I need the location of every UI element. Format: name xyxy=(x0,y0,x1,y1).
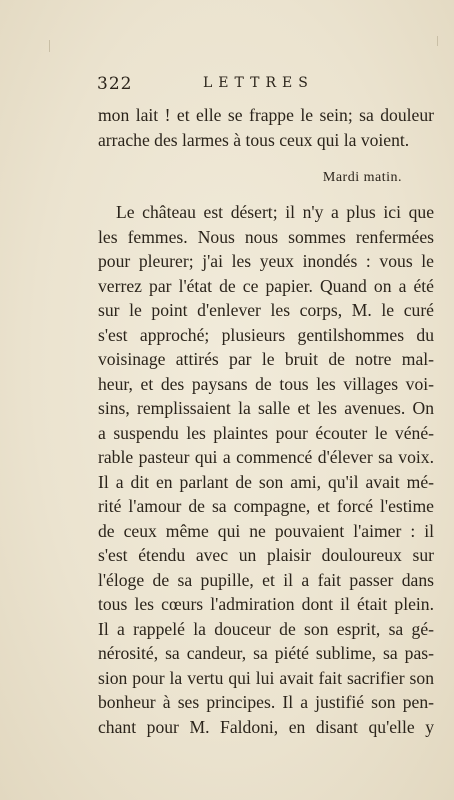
text-line: rité l'amour de sa compagne, et forcé l'estime xyxy=(98,496,434,516)
text-line: nérosité, sa candeur, sa piété sublime, sa pas- xyxy=(98,643,434,663)
text-line: pour pleurer; j'ai les yeux inondés : vous le xyxy=(98,251,434,271)
text-line: chant pour M. Faldoni, en disant qu'elle y xyxy=(98,716,434,737)
paper-speck xyxy=(49,40,50,52)
running-head: LETTRES xyxy=(203,75,314,91)
text-line: Il a rappelé la douceur de son esprit, sa gé- xyxy=(98,618,434,639)
text-line: a suspendu les plaintes pour écouter le véné- xyxy=(98,422,434,443)
text-line: les femmes. Nous nous sommes renfermées xyxy=(98,226,434,247)
text-line: bonheur à ses principes. Il a justifié son pen- xyxy=(98,692,434,712)
text-line: s'est étendu avec un plaisir douloureux sur xyxy=(98,545,434,565)
paper-speck xyxy=(437,36,438,46)
text-line: Le château est désert; il n'y a plus ici que xyxy=(116,202,434,222)
text-line: de ceux même qui ne pouvaient l'aimer : il xyxy=(98,520,434,541)
text-line: Il a dit en parlant de son ami, qu'il avait mé- xyxy=(98,471,434,492)
text-line: rable pasteur qui a commencé d'élever sa voix. xyxy=(98,447,434,467)
page-header xyxy=(97,74,417,98)
text-line: arrache des larmes à tous ceux qui la voient. xyxy=(98,129,410,150)
text-line: tous les cœurs l'admiration dont il était plein. xyxy=(98,594,434,614)
text-line: s'est approché; plusieurs gentilshommes du xyxy=(98,324,434,345)
text-line: sur le point d'enlever les corps, M. le curé xyxy=(98,300,434,320)
date-heading: Mardi matin. xyxy=(322,170,402,185)
page-number: 322 xyxy=(97,74,133,94)
text-line: sins, remplissaient la salle et les avenues. On xyxy=(98,398,434,418)
continuation-paragraph xyxy=(98,103,434,152)
text-line: mon lait ! et elle se frappe le sein; sa douleur xyxy=(98,105,434,125)
letter-paragraph xyxy=(98,200,434,739)
text-line: verrez par l'état de ce papier. Quand on a été xyxy=(98,275,434,296)
text-line: sion pour la vertu qui lui avait fait sacrifier son xyxy=(98,667,434,688)
text-line: l'éloge de sa pupille, et il a fait passer dans xyxy=(98,569,434,590)
text-line: voisinage attirés par le bruit de notre mal- xyxy=(98,349,434,369)
text-line: heur, et des paysans de tous les villages voi- xyxy=(98,373,434,394)
